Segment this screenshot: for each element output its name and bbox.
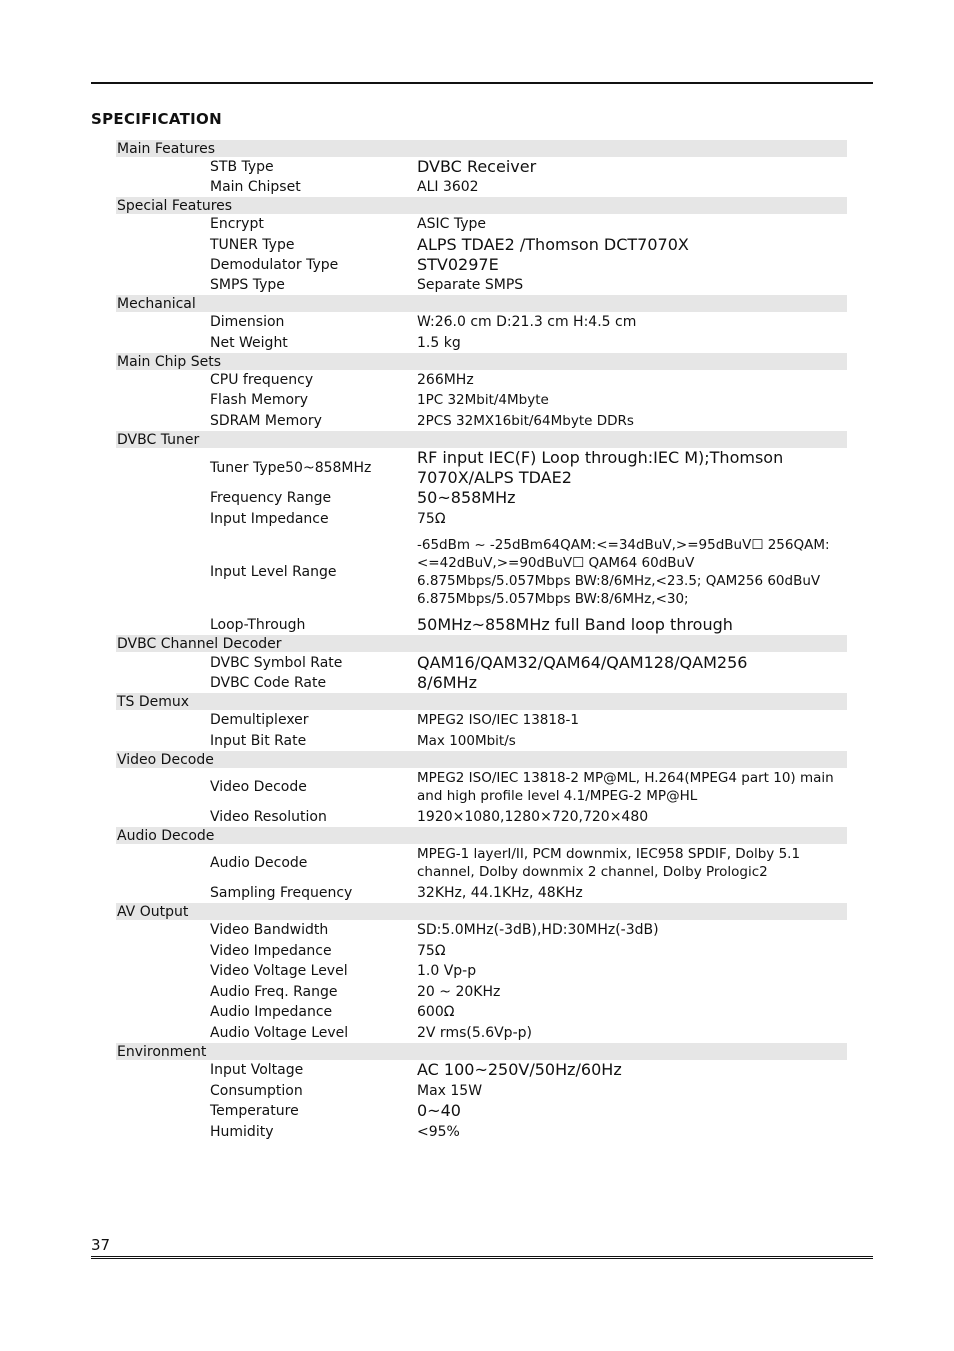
spec-section bbox=[116, 751, 847, 827]
spec-label: Frequency Range bbox=[210, 490, 332, 506]
spec-value: 2V rms(5.6Vp-p) bbox=[417, 1024, 532, 1041]
spec-section bbox=[116, 827, 847, 903]
spec-value: Max 100Mbit/s bbox=[417, 732, 516, 749]
specification-table bbox=[116, 140, 847, 1142]
spec-row bbox=[116, 508, 847, 529]
spec-label: CPU frequency bbox=[210, 372, 314, 388]
spec-value: AC 100~250V/50Hz/60Hz bbox=[417, 1060, 622, 1079]
spec-label: Demultiplexer bbox=[210, 712, 309, 728]
spec-label: STB Type bbox=[210, 159, 274, 175]
spec-value: MPEG2 ISO/IEC 13818-2 MP@ML, H.264(MPEG4 part 10) main and high profile level 4.1/MPEG-2 MP@HL bbox=[417, 770, 834, 804]
spec-section bbox=[116, 693, 847, 751]
spec-value: 50~858MHz bbox=[417, 488, 516, 507]
spec-value: <95% bbox=[417, 1123, 460, 1140]
spec-row bbox=[116, 214, 847, 234]
spec-value: 1920×1080,1280×720,720×480 bbox=[417, 808, 649, 825]
spec-value: ALPS TDAE2 /Thomson DCT7070X bbox=[417, 234, 689, 254]
spec-row bbox=[116, 255, 847, 275]
spec-value: 0~40 bbox=[417, 1101, 461, 1120]
spec-label: Input Voltage bbox=[210, 1062, 304, 1078]
spec-label: TUNER Type bbox=[210, 236, 295, 253]
spec-value: QAM16/QAM32/QAM64/QAM128/QAM256 bbox=[417, 652, 748, 672]
section-header: DVBC Channel Decoder bbox=[116, 635, 847, 652]
spec-row bbox=[116, 615, 847, 635]
spec-label: Video Resolution bbox=[210, 808, 327, 825]
page-heading: SPECIFICATION bbox=[91, 110, 222, 128]
spec-row bbox=[116, 488, 847, 508]
spec-value: STV0297E bbox=[417, 255, 499, 274]
spec-value: 75Ω bbox=[417, 942, 446, 959]
spec-value: 8/6MHz bbox=[417, 673, 477, 692]
spec-row bbox=[116, 920, 847, 940]
section-header: Video Decode bbox=[116, 751, 847, 768]
section-header: Environment bbox=[116, 1043, 847, 1060]
spec-label: Loop-Through bbox=[210, 617, 306, 633]
spec-row bbox=[116, 673, 847, 693]
spec-value: 20 ~ 20KHz bbox=[417, 983, 501, 1000]
spec-label: Main Chipset bbox=[210, 179, 301, 195]
spec-label: Video Bandwidth bbox=[210, 922, 329, 938]
top-rule bbox=[91, 82, 873, 84]
spec-value: MPEG2 ISO/IEC 13818-1 bbox=[417, 712, 580, 728]
spec-value: 266MHz bbox=[417, 372, 474, 388]
spec-value: W:26.0 cm D:21.3 cm H:4.5 cm bbox=[417, 314, 637, 330]
spec-value: MPEG-1 layerI/II, PCM downmix, IEC958 SPDIF, Dolby 5.1 channel, Dolby downmix 2 channel, Dolby Prologic2 bbox=[417, 846, 801, 880]
spec-row bbox=[116, 177, 847, 197]
spec-label: Consumption bbox=[210, 1082, 303, 1099]
spec-label: Temperature bbox=[210, 1103, 299, 1119]
spec-label: Sampling Frequency bbox=[210, 884, 353, 901]
spec-label: Demodulator Type bbox=[210, 257, 339, 273]
spec-section bbox=[116, 295, 847, 353]
section-header: Audio Decode bbox=[116, 827, 847, 844]
spec-row bbox=[116, 710, 847, 730]
spec-row bbox=[116, 234, 847, 255]
spec-row bbox=[116, 390, 847, 410]
section-header: TS Demux bbox=[116, 693, 847, 710]
spec-label: Input Impedance bbox=[210, 510, 329, 527]
spec-label: Input Bit Rate bbox=[210, 732, 307, 749]
spec-value: ALI 3602 bbox=[417, 179, 479, 195]
spec-row bbox=[116, 275, 847, 295]
spec-row bbox=[116, 981, 847, 1002]
spec-label: DVBC Symbol Rate bbox=[210, 654, 343, 671]
spec-section bbox=[116, 903, 847, 1043]
spec-row bbox=[116, 806, 847, 827]
spec-row bbox=[116, 410, 847, 431]
spec-section bbox=[116, 353, 847, 431]
bottom-rule bbox=[91, 1258, 873, 1259]
spec-row bbox=[116, 448, 847, 488]
spec-row bbox=[116, 652, 847, 673]
spec-row bbox=[116, 1101, 847, 1121]
spec-value: 75Ω bbox=[417, 510, 446, 527]
spec-value: 32KHz, 44.1KHz, 48KHz bbox=[417, 884, 583, 901]
spec-label: Humidity bbox=[210, 1123, 274, 1140]
spec-row bbox=[116, 844, 847, 882]
spec-row bbox=[116, 370, 847, 390]
section-header: AV Output bbox=[116, 903, 847, 920]
spec-label: SMPS Type bbox=[210, 277, 285, 293]
section-header: DVBC Tuner bbox=[116, 431, 847, 448]
spec-label: Encrypt bbox=[210, 216, 264, 232]
spec-value: 1.0 Vp-p bbox=[417, 963, 477, 979]
spec-value: 2PCS 32MX16bit/64Mbyte DDRs bbox=[417, 412, 634, 429]
spec-row bbox=[116, 882, 847, 903]
spec-value: Separate SMPS bbox=[417, 277, 524, 293]
spec-row bbox=[116, 1022, 847, 1043]
spec-row bbox=[116, 1121, 847, 1142]
spec-label: Net Weight bbox=[210, 334, 288, 351]
spec-row bbox=[116, 1060, 847, 1080]
spec-row bbox=[116, 157, 847, 177]
spec-row bbox=[116, 768, 847, 806]
spec-section bbox=[116, 140, 847, 197]
spec-label: Audio Decode bbox=[210, 855, 308, 871]
spec-row bbox=[116, 730, 847, 751]
spec-row bbox=[116, 332, 847, 353]
spec-value: SD:5.0MHz(-3dB),HD:30MHz(-3dB) bbox=[417, 922, 659, 938]
section-header: Special Features bbox=[116, 197, 847, 214]
spec-value: 1.5 kg bbox=[417, 334, 461, 351]
section-header: Mechanical bbox=[116, 295, 847, 312]
spec-section bbox=[116, 197, 847, 295]
spec-row bbox=[116, 1080, 847, 1101]
spec-label: Tuner Type50~858MHz bbox=[210, 460, 372, 476]
spec-label: Dimension bbox=[210, 314, 285, 330]
spec-label: Video Impedance bbox=[210, 942, 332, 959]
page-number: 37 bbox=[91, 1236, 111, 1254]
spec-label: Video Voltage Level bbox=[210, 963, 348, 979]
spec-value: DVBC Receiver bbox=[417, 157, 537, 176]
spec-section bbox=[116, 431, 847, 635]
spec-label: Input Level Range bbox=[210, 564, 337, 580]
spec-value: ASIC Type bbox=[417, 216, 486, 232]
section-header: Main Chip Sets bbox=[116, 353, 847, 370]
spec-value: 1PC 32Mbit/4Mbyte bbox=[417, 392, 549, 408]
spec-label: Audio Freq. Range bbox=[210, 983, 338, 1000]
spec-label: Flash Memory bbox=[210, 392, 309, 408]
spec-value: 600Ω bbox=[417, 1004, 455, 1020]
spec-row bbox=[116, 529, 847, 615]
spec-label: DVBC Code Rate bbox=[210, 675, 327, 691]
spec-value: -65dBm ~ -25dBm64QAM:<=34dBuV,>=95dBuV☐ 256QAM:<=42dBuV,>=90dBuV☐ QAM64 60dBuV 6.875Mbps/5.057Mbps BW:8/6MHz,<23.5; QAM256 60dBuV 6.875Mbps/5.057Mbps BW:8/6MHz,<30; bbox=[417, 537, 830, 607]
spec-label: Audio Impedance bbox=[210, 1004, 333, 1020]
spec-row bbox=[116, 312, 847, 332]
spec-value: RF input IEC(F) Loop through:IEC M);Thomson 7070X/ALPS TDAE2 bbox=[417, 448, 784, 487]
section-header: Main Features bbox=[116, 140, 847, 157]
spec-value: Max 15W bbox=[417, 1082, 483, 1099]
spec-section bbox=[116, 635, 847, 693]
spec-row bbox=[116, 1002, 847, 1022]
spec-label: Audio Voltage Level bbox=[210, 1024, 349, 1041]
spec-label: Video Decode bbox=[210, 779, 307, 795]
spec-row bbox=[116, 940, 847, 961]
spec-row bbox=[116, 961, 847, 981]
spec-label: SDRAM Memory bbox=[210, 412, 322, 429]
spec-section bbox=[116, 1043, 847, 1142]
bottom-rule bbox=[91, 1256, 873, 1257]
spec-value: 50MHz~858MHz full Band loop through bbox=[417, 615, 733, 634]
